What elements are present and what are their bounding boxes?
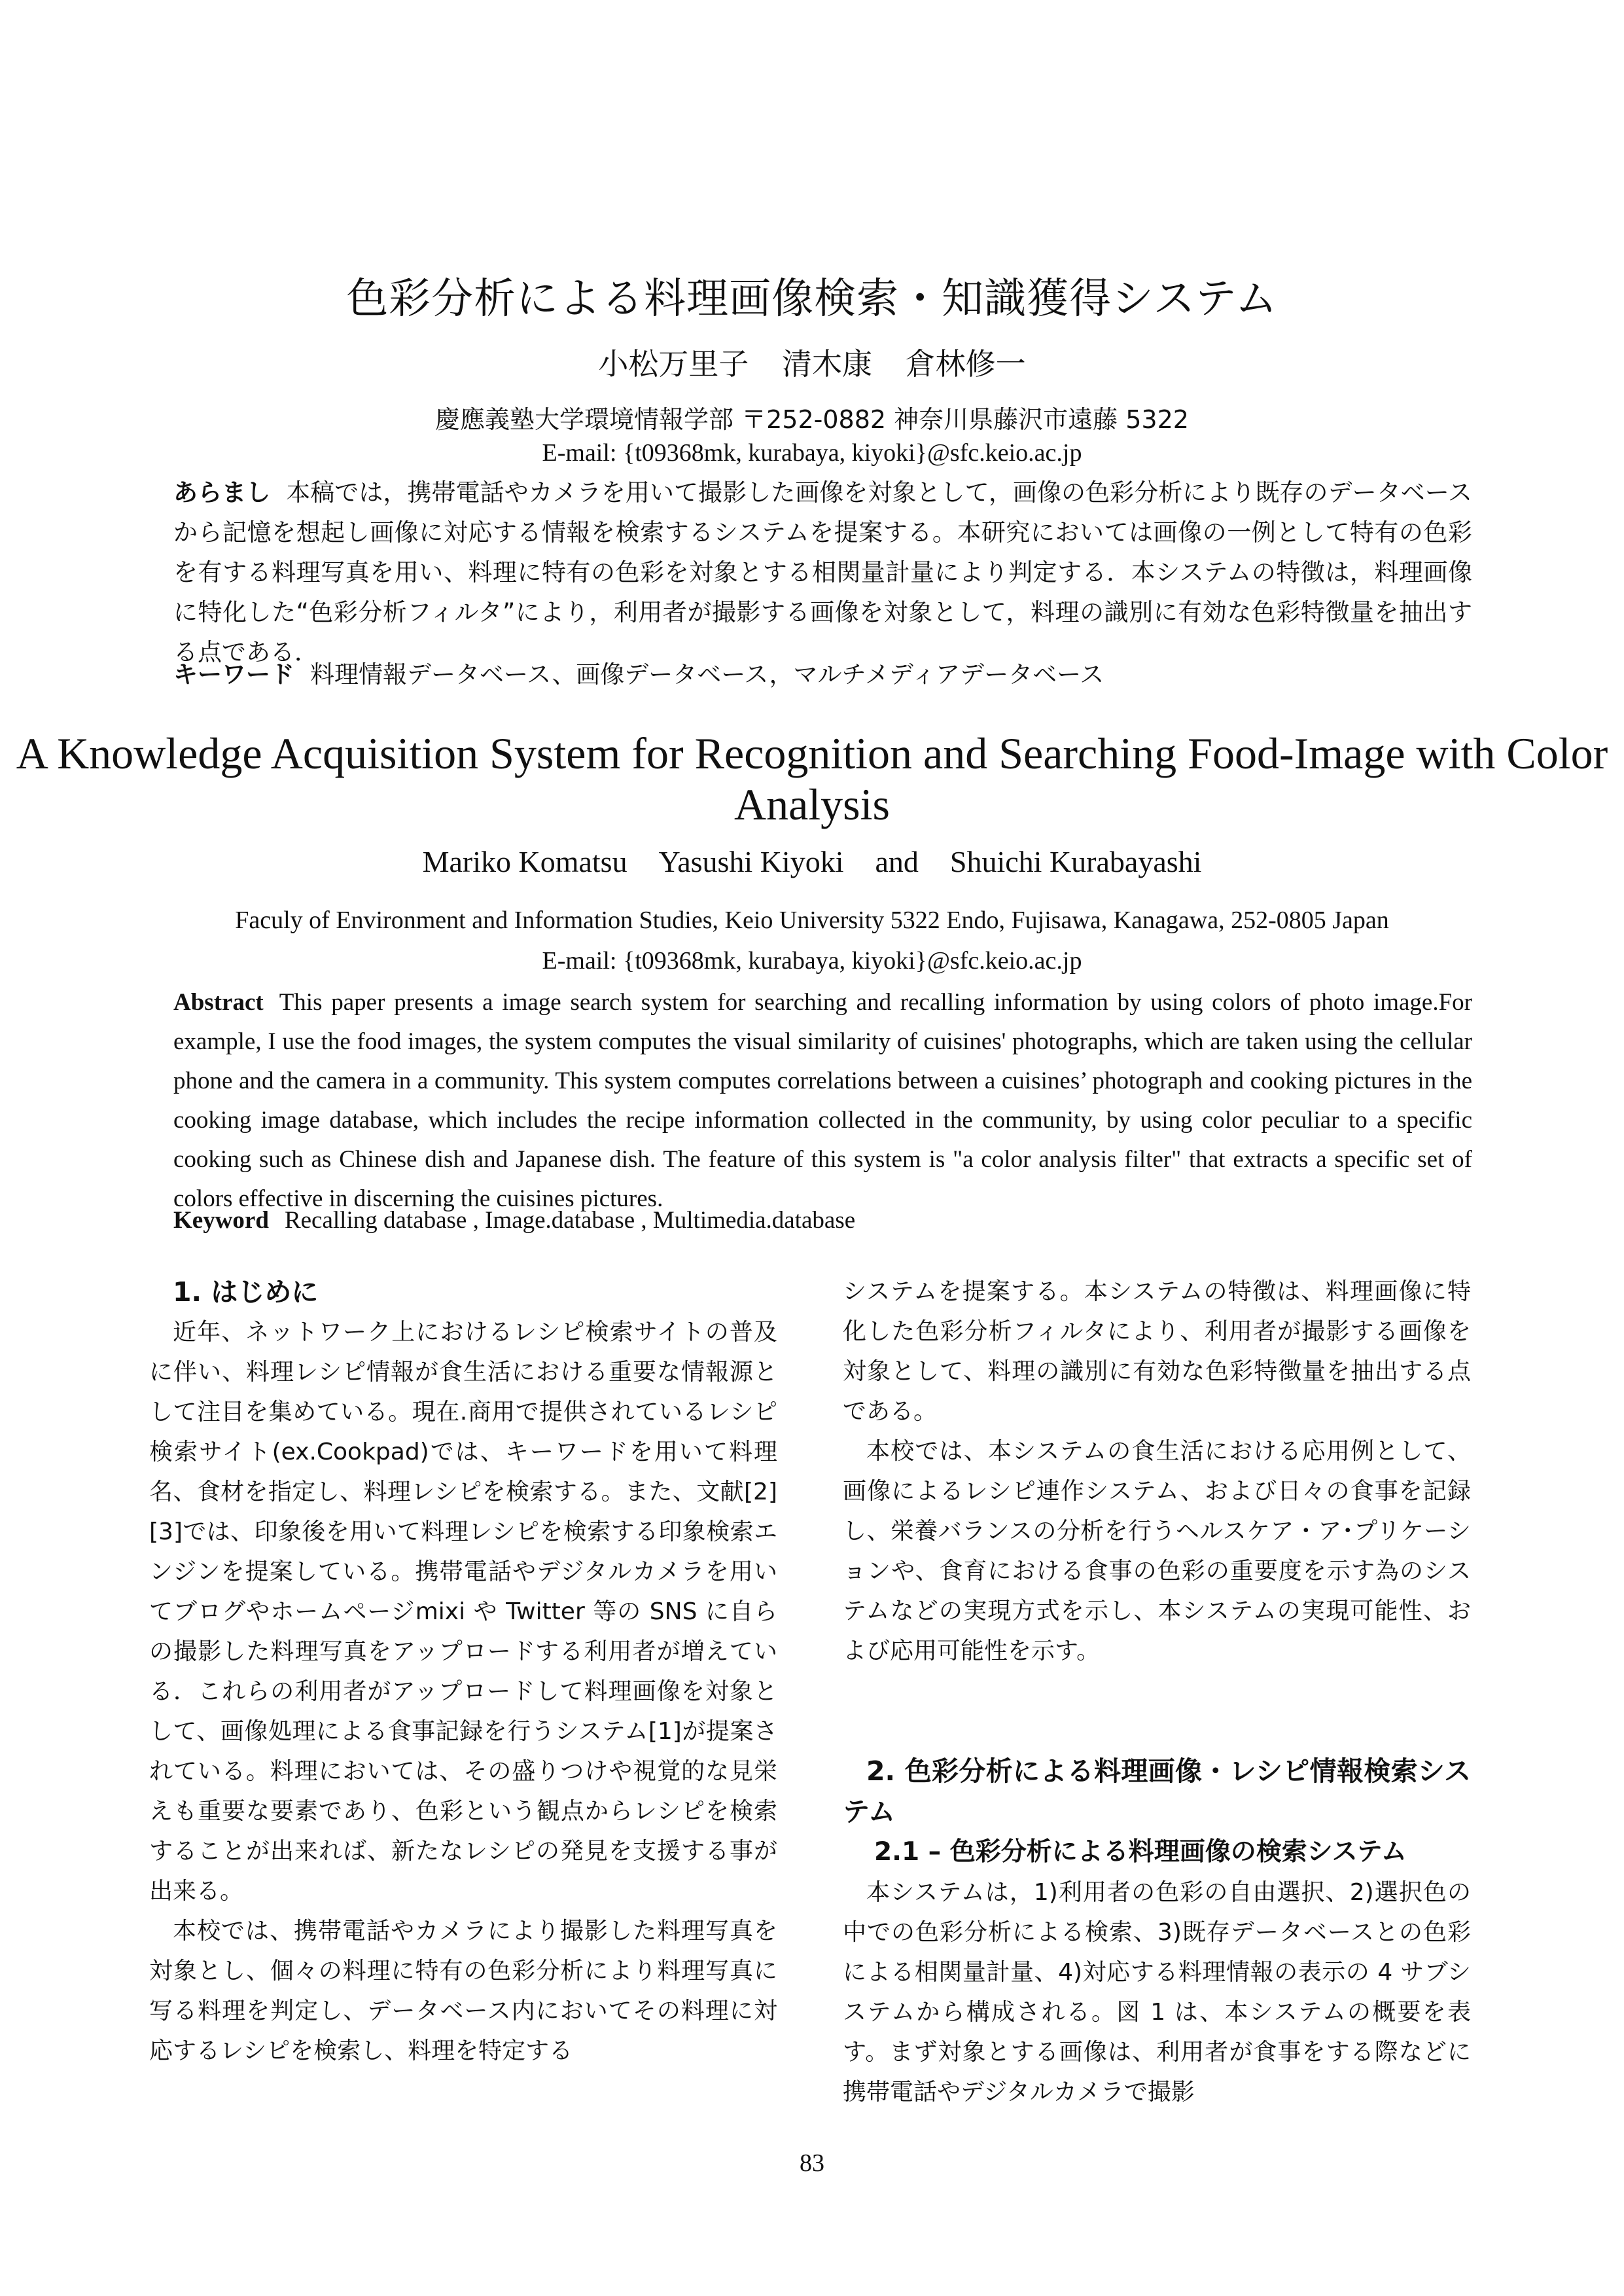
left-column [149,1272,777,2071]
en-title: A Knowledge Acquisition System for Recognition and Searching Food-Image with Color Analysis [16,728,1608,829]
jp-keyword-text: 料理情報データベース、画像データベース，マルチメディアデータベース [310,660,1104,689]
section-1-heading: 1. はじめに [173,1276,319,1308]
section-1-paragraph-3: 本校では、本システムの食生活における応用例として、画像によるレシピ連作システム、および日々の食事を記録し、栄養バランスの分析を行うヘルスケア・ア･プリケーションや、食育における食事の色彩の重要度を示す為のシステムなどの実現方式を示し、本システムの実現可能性、および応用可能性を示す。 [843,1438,1471,1664]
en-abstract [173,983,1472,1219]
jp-abstract-text: 本稿では，携帯電話やカメラを用いて撮影した画像を対象として，画像の色彩分析により既存のデータベースから記憶を想起し画像に対応する情報を検索するシステムを提案する。本研究においては画像の一例として特有の色彩を有する料理写真を用い、料理に特有の色彩を対象とする相関量計量により判定する．本システムの特徴は，料理画像に特化した“色彩分析フィルタ”により，利用者が撮影する画像を対象として，料理の識別に有効な色彩特徴量を抽出する点である． [173,478,1472,666]
en-abstract-label: Abstract [173,989,264,1016]
en-author-and: and [875,845,919,878]
en-author-3: Shuichi Kurabayashi [949,845,1202,878]
jp-affiliation: 慶應義塾大学環境情報学部 〒252-0882 神奈川県藤沢市遠藤 5322 [435,405,1189,434]
en-abstract-text: This paper presents a image search system for searching and recalling information by using colors of photo image.For example, I use the food images, the system computes the visual similarity of cuisines' photographs, which are taken using the cellular phone and the camera in a community. This system computes correlations between a cuisines’ photograph and cooking pictures in the cooking image database, which includes the recipe information collected in the community, by using color peculiar to a specific cooking such as Chinese dish and Japanese dish. The feature of this system is "a color analysis filter" that extracts a specific set of colors effective in discerning the cuisines pictures. [173,989,1472,1212]
section-2-1-paragraph: 本システムは，1)利用者の色彩の自由選択、2)選択色の中での色彩分析による検索、3)既存データベースとの色彩による相関量計量、4)対応する料理情報の表示の 4 サブシステムから構成される。図 1 は、本システムの概要を表す。まず対象とする画像は、利用者が食事をする際などに携帯電話やデジタルカメラで撮影 [843,1879,1471,2106]
jp-abstract-label: あらまし [173,478,271,507]
section-1-paragraph-2: 本校では、携帯電話やカメラにより撮影した料理写真を対象とし、個々の料理に特有の色彩分析により料理写真に写る料理を判定し、データベース内においてその料理に対応するレシピを検索し、料理を特定する [149,1918,777,2064]
section-2-1-heading: 2.1 – 色彩分析による料理画像の検索システム [874,1837,1407,1867]
en-author-2: Yasushi Kiyoki [658,845,844,878]
en-affiliation: Faculy of Environment and Information Studies, Keio University 5322 Endo, Fujisawa, Kanagawa, 252-0805 Japan [235,906,1389,934]
jp-email: E-mail: {t09368mk, kurabaya, kiyoki}@sfc.keio.ac.jp [542,439,1082,467]
en-email: E-mail: {t09368mk, kurabaya, kiyoki}@sfc.keio.ac.jp [542,947,1082,975]
en-keywords [173,1201,1472,1240]
en-author-1: Mariko Komatsu [422,845,627,878]
jp-authors: 小松万里子 清木康 倉林修一 [598,346,1026,382]
jp-abstract [173,473,1472,672]
jp-keywords [173,655,1472,694]
section-2-heading: 2. 色彩分析による料理画像・レシピ情報検索システム [843,1755,1471,1827]
section-1-paragraph-2-cont: システムを提案する。本システムの特徴は、料理画像に特化した色彩分析フィルタにより、利用者が撮影する画像を対象として、料理の識別に有効な色彩特徴量を抽出する点である。 [843,1278,1471,1425]
jp-title: 色彩分析による料理画像検索・知識獲得システム [346,275,1278,323]
page-number: 83 [800,2149,824,2177]
en-keyword-text: Recalling database , Image.database , Multimedia.database [284,1207,856,1234]
section-1-paragraph-1: 近年、ネットワーク上におけるレシピ検索サイトの普及に伴い、料理レシピ情報が食生活における重要な情報源として注目を集めている。現在.商用で提供されているレシピ検索サイト(ex.Cookpad)では、キーワードを用いて料理名、食材を指定し、料理レシピを検索する。また、文献[2][3]では、印象後を用いて料理レシピを検索する印象検索エンジンを提案している。携帯電話やデジタルカメラを用いてブログやホームページmixi や Twitter 等の SNS に自らの撮影した料理写真をアップロードする利用者が増えている．これらの利用者がアップロードして料理画像を対象として、画像処理による食事記録を行うシステム[1]が提案されている。料理においては、その盛りつけや視覚的な見栄えも重要な要素であり、色彩という観点からレシピを検索することが出来れば、新たなレシピの発見を支援する事が出来る。 [149,1319,777,1905]
jp-keyword-label: キーワード [173,660,294,689]
en-keyword-label: Keyword [173,1207,269,1234]
right-column [843,1272,1471,2112]
en-authors [0,844,1624,879]
